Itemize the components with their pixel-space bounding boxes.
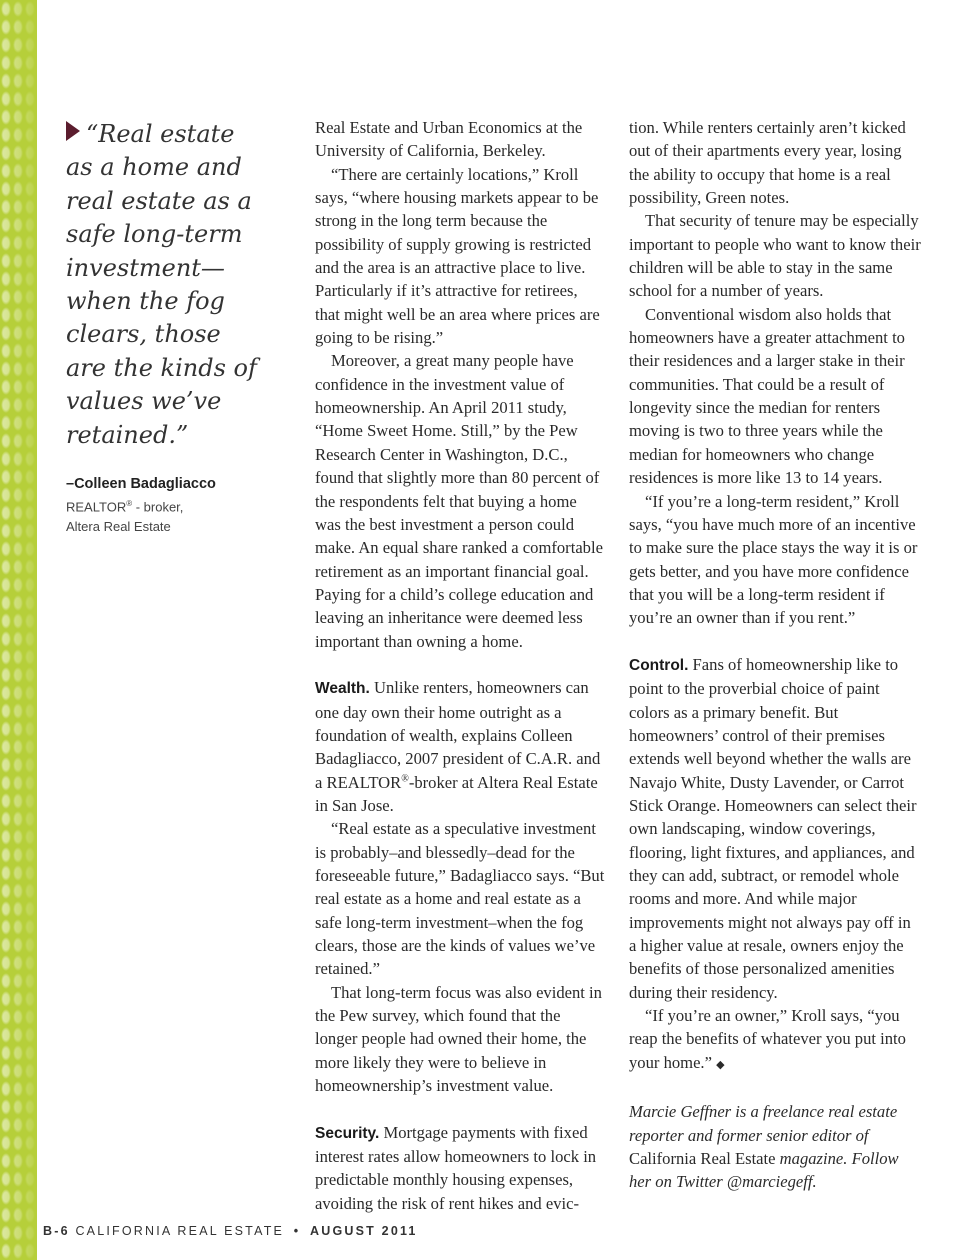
attribution-company: Altera Real Estate xyxy=(66,519,171,535)
issue-date: AUGUST 2011 xyxy=(310,1224,418,1238)
paragraph: “If you’re a long-term resident,” Kroll says, “you have much more of an incentive to make sure the place stays the way it is or gets better, and you have more confidence that you will be a long-term resident if you’re an owner than if you rent.” xyxy=(629,491,918,628)
section-heading-control: Control. xyxy=(629,656,689,674)
side-band-edge xyxy=(0,0,37,1260)
attribution-name: –Colleen Badagliacco xyxy=(66,476,216,492)
section-control: Control. Fans of homeownership like to point to the proverbial choice of paint colors as a primary benefit. But homeowners’ control of their premises extends well beyond whether the walls are Navajo White, Dusty Lavender, or Carrot Stick Orange. Homeowners can select their own landscaping, window coverings, flooring, light fixtures, and appliances, and they can add, subtract, or remodel whole rooms and more. And while major improvements might not always pay off in a higher value at resale, owners enjoy the benefits of those personalized amenities during their residency. xyxy=(629,654,917,1002)
paragraph: Real Estate and Urban Economics at the University of California, Berkeley. xyxy=(315,118,583,161)
paragraph: Moreover, a great many people have confidence in the investment value of homeownership. An April 2011 study, “Home Sweet Home. Still,” by the Pew Research Center in Washington, D.C., found that slightly more than 80 percent of the respondents felt that buying a home was the best investment a person could make. An equal share ranked a comfortable retirement as an important financial goal. Paying for a child’s college education and leaving an inheritance were deemed less important than owning a home. xyxy=(315,351,603,651)
paragraph: “If you’re an owner,” Kroll says, “you reap the benefits of whatever you put into your home.” ◆ xyxy=(629,1006,906,1072)
diamond-icon: ◆ xyxy=(716,1058,725,1071)
section-security: Security. Mortgage payments with fixed interest rates allow homeowners to lock in predictable monthly housing expenses, avoiding the risk of rent hikes and evic- xyxy=(315,1122,597,1213)
paragraph: tion. While renters certainly aren’t kicked out of their apartments every year, losing the ability to occupy that home is a real possibility, Green notes. xyxy=(629,118,906,208)
paragraph: That security of tenure may be especially important to people who want to know their children will be able to stay in the same school for a number of years. xyxy=(629,211,921,301)
page-number: B-6 xyxy=(43,1224,70,1238)
pull-quote xyxy=(66,118,266,452)
author-bio: Marcie Geffner is a freelance real estate reporter and former senior editor of California Real Estate magazine. Follow her on Twitter @marciegeff. xyxy=(629,1102,899,1192)
pull-quote-attribution xyxy=(66,474,286,537)
article-column-2 xyxy=(629,116,921,1194)
footer-separator: • xyxy=(293,1224,301,1238)
chevron-right-icon xyxy=(66,121,80,141)
pull-quote-text: “Real estate as a home and real estate as a safe long-term investment— when the fog clears, those are the kinds of values we’ve retained.” xyxy=(66,120,257,449)
paragraph: “Real estate as a speculative investment is probably–and blessedly–dead for the foreseeable future,” Badagliacco says. “But real estate as a home and real estate as a safe long-term investment–when the fog clears, those are the kinds of values we’ve retained.” xyxy=(315,819,605,979)
section-heading-wealth: Wealth. xyxy=(315,680,370,698)
page-footer xyxy=(43,1224,418,1238)
paragraph: “There are certainly locations,” Kroll says, “where housing markets appear to be strong in the long term because the possibility of supply growing is restricted and the area is an attractive place to live. Particularly if it’s attractive for retirees, that might well be an area where prices are going to be rising.” xyxy=(315,164,600,348)
section-wealth: Wealth. Unlike renters, homeowners can one day own their home outright as a foundation of wealth, explains Colleen Badagliacco, 2007 president of C.A.R. and a REALTOR®-broker at Altera Real Estate in San Jose. xyxy=(315,678,601,815)
section-heading-security: Security. xyxy=(315,1124,380,1142)
paragraph: Conventional wisdom also holds that homeowners have a greater attachment to their residences and a larger stake in their communities. That could be a result of longevity since the median for renters moving is two to three years while the median for homeowners who change residences is more like 13 to 14 years. xyxy=(629,304,905,488)
attribution-role: REALTOR® - broker, xyxy=(66,499,184,515)
paragraph: That long-term focus was also evident in the Pew survey, which found that the longer people had owned their home, the more likely they were to believe in homeownership’s investment value. xyxy=(315,982,602,1096)
article-column-1 xyxy=(315,116,605,1215)
publication-name: CALIFORNIA REAL ESTATE xyxy=(75,1224,285,1238)
